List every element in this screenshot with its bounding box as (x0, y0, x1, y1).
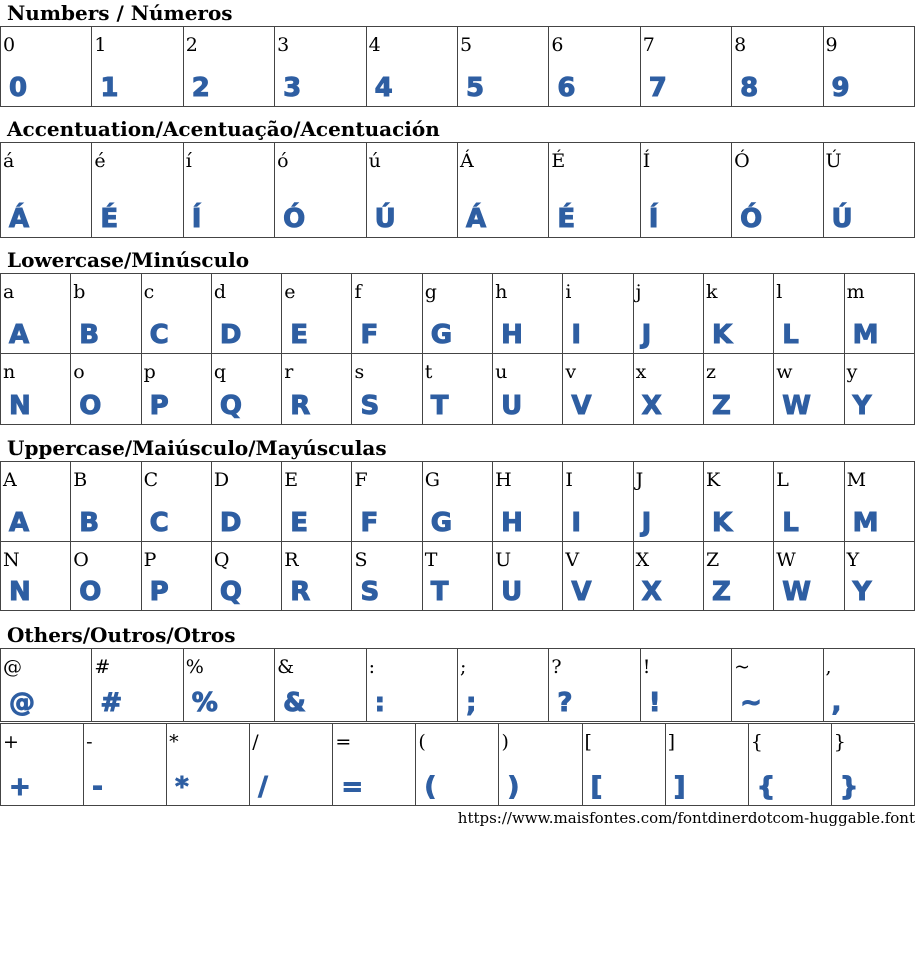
glyph-cell (1, 462, 71, 542)
glyph-label: Ú (825, 150, 842, 172)
glyph-label: i (565, 281, 572, 303)
glyph-cell (582, 724, 665, 806)
glyph-label: 1 (94, 34, 107, 56)
glyph-label: B (73, 469, 88, 491)
glyph-label: g (424, 281, 437, 303)
glyph-label: G (424, 469, 440, 491)
lowercase-grid (0, 273, 915, 425)
glyph-label: 0 (3, 34, 16, 56)
glyph-sample: 8 (740, 73, 759, 103)
glyph-label: í (185, 150, 192, 172)
glyph-cell (211, 274, 281, 354)
glyph-cell (457, 143, 548, 238)
glyph-label: : (368, 656, 375, 678)
glyph-cell (92, 27, 183, 107)
glyph-sample: P (149, 391, 169, 421)
glyph-sample: 7 (648, 73, 667, 103)
glyph-label: 7 (642, 34, 655, 56)
glyph-cell (493, 354, 563, 425)
glyph-cell (633, 462, 703, 542)
glyph-sample: ~ (740, 688, 762, 718)
glyph-sample: Y (852, 577, 872, 607)
glyph-sample: = (341, 772, 364, 802)
glyph-sample: I (571, 320, 582, 350)
glyph-label: % (185, 656, 204, 678)
glyph-cell (352, 274, 422, 354)
glyph-label: * (169, 731, 179, 753)
uppercase-row-2 (1, 542, 915, 611)
glyph-cell (748, 724, 831, 806)
glyph-label: ) (501, 731, 509, 753)
glyph-sample: D (219, 320, 242, 350)
glyph-sample: ] (673, 772, 686, 802)
glyph-cell (71, 354, 141, 425)
glyph-cell (703, 542, 773, 611)
glyph-cell (823, 649, 914, 722)
glyph-label: é (94, 150, 106, 172)
glyph-label: } (833, 731, 846, 753)
glyph-sample: Ú (831, 204, 853, 234)
glyph-label: m (846, 281, 865, 303)
glyph-cell (774, 354, 844, 425)
glyph-cell (422, 274, 492, 354)
glyph-cell (422, 542, 492, 611)
glyph-label: A (3, 469, 17, 491)
glyph-sample: & (283, 688, 306, 718)
glyph-cell (633, 274, 703, 354)
glyph-label: ú (368, 150, 381, 172)
glyph-cell (493, 542, 563, 611)
glyph-cell (275, 649, 366, 722)
glyph-label: Ó (734, 150, 750, 172)
glyph-sample: B (79, 508, 100, 538)
glyph-sample: 1 (100, 73, 119, 103)
glyph-label: l (776, 281, 783, 303)
glyph-label: M (846, 469, 867, 491)
glyph-cell (282, 462, 352, 542)
glyph-sample: 2 (191, 73, 210, 103)
glyph-label: v (565, 361, 577, 383)
glyph-cell (774, 274, 844, 354)
glyph-label: á (3, 150, 15, 172)
glyph-sample: S (360, 391, 380, 421)
glyph-sample: É (100, 204, 119, 234)
glyph-sample: { (756, 772, 776, 802)
glyph-cell (774, 542, 844, 611)
glyph-label: Q (213, 549, 230, 571)
glyph-label: I (565, 469, 573, 491)
glyph-cell (563, 274, 633, 354)
glyph-cell (549, 143, 640, 238)
glyph-label: ? (551, 656, 562, 678)
glyph-sample: # (100, 688, 123, 718)
glyph-label: y (846, 361, 858, 383)
uppercase-row-1 (1, 462, 915, 542)
glyph-label: a (3, 281, 15, 303)
glyph-label: Z (705, 549, 720, 571)
glyph-sample: 3 (283, 73, 302, 103)
glyph-label: N (3, 549, 20, 571)
glyph-label: w (776, 361, 793, 383)
glyph-sample: V (571, 577, 592, 607)
glyph-cell (92, 649, 183, 722)
glyph-sample: Q (219, 391, 242, 421)
glyph-label: q (213, 361, 227, 383)
glyph-sample: ! (648, 688, 661, 718)
glyph-sample: P (149, 577, 169, 607)
glyph-cell (167, 724, 250, 806)
glyph-cell (141, 274, 211, 354)
glyph-cell (422, 462, 492, 542)
glyph-cell (1, 724, 84, 806)
glyph-cell (141, 462, 211, 542)
glyph-cell (493, 462, 563, 542)
glyph-cell (282, 274, 352, 354)
glyph-label: e (284, 281, 296, 303)
glyph-sample: J (641, 508, 652, 538)
glyph-cell (844, 354, 914, 425)
glyph-sample: - (92, 772, 103, 802)
glyph-label: X (635, 549, 650, 571)
glyph-sample: L (782, 508, 799, 538)
glyph-cell (563, 354, 633, 425)
glyph-cell (366, 27, 457, 107)
glyph-label: U (495, 549, 512, 571)
glyph-label: , (825, 656, 832, 678)
glyph-cell (1, 27, 92, 107)
glyph-label: 6 (551, 34, 564, 56)
glyph-sample: U (501, 391, 523, 421)
section-title-accentuation: Accentuation/Acentuação/Acentuación (7, 117, 440, 141)
glyph-label: h (495, 281, 508, 303)
glyph-sample: F (360, 508, 379, 538)
glyph-label: f (354, 281, 362, 303)
glyph-cell (141, 354, 211, 425)
glyph-cell (1, 354, 71, 425)
glyph-sample: ) (507, 772, 520, 802)
glyph-sample: , (831, 688, 842, 718)
glyph-cell (549, 27, 640, 107)
glyph-sample: X (641, 577, 662, 607)
glyph-label: b (73, 281, 86, 303)
glyph-label: S (354, 549, 368, 571)
glyph-cell (844, 462, 914, 542)
glyph-sample: U (501, 577, 523, 607)
glyph-sample: Y (852, 391, 872, 421)
glyph-sample: F (360, 320, 379, 350)
glyph-label: c (143, 281, 155, 303)
glyph-sample: X (641, 391, 662, 421)
section-title-lowercase: Lowercase/Minúsculo (7, 248, 250, 272)
glyph-cell (352, 462, 422, 542)
glyph-label: 9 (825, 34, 838, 56)
glyph-label: ~ (734, 656, 751, 678)
glyph-cell (183, 143, 274, 238)
glyph-cell (549, 649, 640, 722)
glyph-label: { (750, 731, 763, 753)
glyph-sample: ( (424, 772, 437, 802)
glyph-sample: T (430, 577, 449, 607)
glyph-label: W (776, 549, 796, 571)
glyph-sample: R (290, 577, 311, 607)
glyph-label: O (73, 549, 89, 571)
glyph-label: É (551, 150, 566, 172)
glyph-cell (457, 27, 548, 107)
glyph-sample: G (430, 320, 453, 350)
glyph-sample: É (557, 204, 576, 234)
glyph-sample: Á (465, 204, 487, 234)
others-row-1 (1, 649, 915, 722)
glyph-sample: K (711, 320, 733, 350)
glyph-sample: ; (465, 688, 477, 718)
glyph-cell (774, 462, 844, 542)
glyph-label: H (495, 469, 512, 491)
glyph-cell (457, 649, 548, 722)
glyph-sample: * (175, 772, 189, 802)
glyph-label: 5 (459, 34, 473, 56)
glyph-sample: 4 (374, 73, 393, 103)
glyph-sample: Í (648, 204, 659, 234)
glyph-cell (823, 143, 914, 238)
glyph-cell (183, 649, 274, 722)
glyph-sample: M (852, 508, 879, 538)
glyph-cell (732, 143, 823, 238)
glyph-sample: E (290, 508, 308, 538)
glyph-cell (831, 724, 914, 806)
glyph-label: [ (584, 731, 592, 753)
glyph-label: D (213, 469, 230, 491)
glyph-label: / (252, 731, 259, 753)
glyph-sample: D (219, 508, 242, 538)
glyph-cell (703, 274, 773, 354)
glyph-sample: M (852, 320, 879, 350)
glyph-cell (493, 274, 563, 354)
others-grid-2 (0, 723, 915, 806)
glyph-sample: R (290, 391, 311, 421)
others-row-2 (1, 724, 915, 806)
glyph-cell (640, 649, 731, 722)
glyph-cell (250, 724, 333, 806)
glyph-cell (366, 143, 457, 238)
glyph-cell (844, 274, 914, 354)
glyph-label: t (424, 361, 433, 383)
section-title-uppercase: Uppercase/Maiúsculo/Mayúsculas (7, 436, 387, 460)
glyph-sample: + (9, 772, 31, 802)
glyph-label: Í (642, 150, 651, 172)
glyph-cell (352, 542, 422, 611)
glyph-sample: Z (711, 577, 731, 607)
glyph-cell (211, 354, 281, 425)
glyph-cell (732, 27, 823, 107)
glyph-sample: Ó (283, 204, 306, 234)
glyph-cell (422, 354, 492, 425)
glyph-cell (640, 143, 731, 238)
glyph-sample: Q (219, 577, 242, 607)
footer-url-link[interactable]: https://www.maisfontes.com/fontdinerdotcom-huggable.font (457, 809, 915, 827)
glyph-sample: C (149, 508, 169, 538)
glyph-cell (633, 542, 703, 611)
glyph-label: s (354, 361, 365, 383)
glyph-label: p (143, 361, 156, 383)
glyph-cell (732, 649, 823, 722)
glyph-label: T (424, 549, 438, 571)
glyph-sample: } (839, 772, 859, 802)
glyph-label: r (284, 361, 294, 383)
accentuation-row (1, 143, 915, 238)
glyph-cell (640, 27, 731, 107)
glyph-sample: 5 (465, 73, 485, 103)
glyph-sample: L (782, 320, 799, 350)
glyph-label: @ (3, 656, 22, 678)
glyph-cell (416, 724, 499, 806)
numbers-row (1, 27, 915, 107)
glyph-label: o (73, 361, 85, 383)
glyph-cell (665, 724, 748, 806)
glyph-label: - (86, 731, 93, 753)
glyph-cell (275, 27, 366, 107)
glyph-sample: K (711, 508, 733, 538)
glyph-sample: ? (557, 688, 573, 718)
glyph-label: ( (418, 731, 426, 753)
glyph-cell (71, 274, 141, 354)
glyph-sample: J (641, 320, 652, 350)
accentuation-grid (0, 142, 915, 238)
glyph-cell (703, 462, 773, 542)
glyph-cell (282, 354, 352, 425)
glyph-sample: % (191, 688, 218, 718)
glyph-sample: Ú (374, 204, 396, 234)
glyph-sample: Á (9, 204, 30, 234)
section-title-others: Others/Outros/Otros (7, 623, 236, 647)
glyph-label: C (143, 469, 159, 491)
section-title-numbers: Numbers / Números (7, 1, 233, 25)
glyph-sample: / (258, 772, 268, 802)
glyph-sample: B (79, 320, 100, 350)
lowercase-row-2 (1, 354, 915, 425)
glyph-label: ; (459, 656, 467, 678)
glyph-sample: N (9, 391, 31, 421)
glyph-label: j (635, 281, 642, 303)
glyph-cell (633, 354, 703, 425)
glyph-sample: 6 (557, 73, 576, 103)
glyph-sample: O (79, 577, 102, 607)
glyph-sample: A (9, 320, 30, 350)
glyph-cell (71, 542, 141, 611)
glyph-cell (183, 27, 274, 107)
glyph-sample: T (430, 391, 449, 421)
glyph-sample: [ (590, 772, 603, 802)
glyph-sample: W (782, 391, 811, 421)
glyph-sample: O (79, 391, 102, 421)
glyph-label: d (213, 281, 227, 303)
glyph-cell (84, 724, 167, 806)
glyph-cell (71, 462, 141, 542)
glyph-label: # (94, 656, 111, 678)
glyph-label: z (705, 361, 716, 383)
glyph-label: V (565, 549, 580, 571)
glyph-sample: 9 (831, 73, 850, 103)
glyph-sample: : (374, 688, 385, 718)
glyph-sample: V (571, 391, 592, 421)
glyph-label: L (776, 469, 789, 491)
glyph-cell (352, 354, 422, 425)
glyph-sample: Z (711, 391, 731, 421)
glyph-cell (499, 724, 582, 806)
glyph-sample: I (571, 508, 582, 538)
glyph-sample: H (501, 508, 523, 538)
glyph-sample: N (9, 577, 31, 607)
glyph-sample: 0 (9, 73, 28, 103)
glyph-sample: G (430, 508, 453, 538)
glyph-label: P (143, 549, 157, 571)
numbers-grid (0, 26, 915, 107)
glyph-label: F (354, 469, 368, 491)
glyph-cell (275, 143, 366, 238)
glyph-label: k (705, 281, 718, 303)
glyph-cell (1, 143, 92, 238)
glyph-cell (563, 542, 633, 611)
glyph-sample: H (501, 320, 523, 350)
glyph-label: J (635, 469, 644, 491)
glyph-cell (1, 274, 71, 354)
glyph-cell (92, 143, 183, 238)
glyph-cell (211, 542, 281, 611)
glyph-cell (282, 542, 352, 611)
glyph-label: & (277, 656, 295, 678)
glyph-cell (844, 542, 914, 611)
glyph-label: R (284, 549, 299, 571)
glyph-cell (703, 354, 773, 425)
others-grid-1 (0, 648, 915, 722)
glyph-sample: Ó (740, 204, 763, 234)
glyph-cell (141, 542, 211, 611)
glyph-label: 3 (277, 34, 290, 56)
glyph-sample: C (149, 320, 169, 350)
glyph-label: Y (846, 549, 860, 571)
glyph-sample: A (9, 508, 30, 538)
glyph-sample: E (290, 320, 308, 350)
lowercase-row-1 (1, 274, 915, 354)
glyph-cell (823, 27, 914, 107)
glyph-label: ! (642, 656, 651, 678)
glyph-cell (366, 649, 457, 722)
glyph-label: E (284, 469, 299, 491)
glyph-cell (1, 649, 92, 722)
glyph-cell (333, 724, 416, 806)
glyph-label: n (3, 361, 16, 383)
glyph-label: 8 (734, 34, 747, 56)
glyph-label: x (635, 361, 647, 383)
glyph-label: u (495, 361, 508, 383)
glyph-sample: Í (191, 204, 202, 234)
glyph-sample: @ (9, 688, 35, 718)
glyph-cell (563, 462, 633, 542)
glyph-sample: S (360, 577, 380, 607)
glyph-label: 2 (185, 34, 198, 56)
glyph-cell (1, 542, 71, 611)
glyph-sample: W (782, 577, 811, 607)
glyph-label: K (705, 469, 721, 491)
glyph-cell (211, 462, 281, 542)
uppercase-grid (0, 461, 915, 611)
glyph-label: ó (277, 150, 289, 172)
glyph-label: = (335, 731, 352, 753)
glyph-label: 4 (368, 34, 381, 56)
glyph-label: Á (459, 150, 474, 172)
glyph-label: ] (667, 731, 676, 753)
glyph-label: + (3, 731, 19, 753)
